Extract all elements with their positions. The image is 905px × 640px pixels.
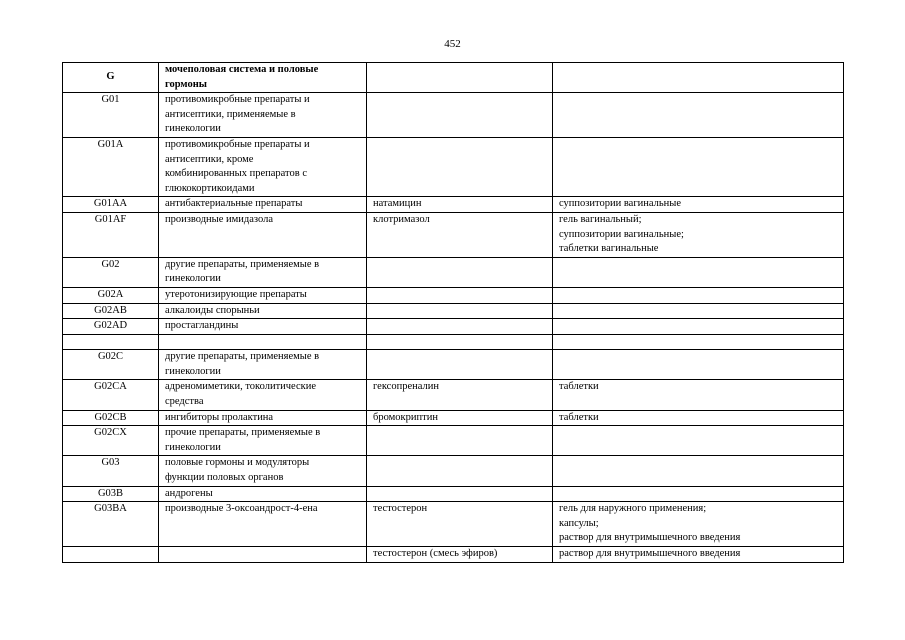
cell-line: средства	[165, 396, 204, 408]
dosage-form-cell	[553, 486, 844, 502]
cell-line: раствор для внутримышечного введения	[559, 548, 741, 559]
drug-name-cell	[367, 426, 553, 456]
cell-line: половые гормоны и модуляторы	[165, 457, 310, 469]
anatomical-group-cell	[159, 137, 367, 196]
drug-name-cell	[367, 410, 553, 426]
cell-line: клотримазол	[373, 213, 430, 225]
table-row	[63, 212, 844, 257]
anatomical-group-cell	[159, 212, 367, 257]
anatomical-group-cell	[159, 257, 367, 287]
cell-line: натамицин	[373, 198, 422, 210]
cell-line: гормоны	[165, 78, 207, 90]
anatomical-group-cell	[159, 502, 367, 547]
dosage-form-cell	[553, 456, 844, 486]
table-row	[63, 63, 844, 93]
anatomical-group-cell	[159, 486, 367, 502]
anatomical-group-cell	[159, 456, 367, 486]
anatomical-group-cell	[159, 334, 367, 350]
anatomical-group-cell	[159, 319, 367, 335]
drug-name-cell	[367, 350, 553, 380]
table-row	[63, 547, 844, 563]
dosage-form-cell	[553, 93, 844, 138]
cell-line: производные 3-оксоандрост-4-ена	[165, 503, 318, 515]
drug-name-cell	[367, 212, 553, 257]
anatomical-group-cell	[159, 303, 367, 319]
dosage-form-cell	[553, 547, 844, 563]
table-row	[63, 456, 844, 486]
cell-line: другие препараты, применяемые в	[165, 258, 320, 270]
drug-name-cell	[367, 287, 553, 303]
table-row	[63, 303, 844, 319]
dosage-form-cell	[553, 137, 844, 196]
atc-code-cell: G01A	[63, 137, 159, 196]
cell-line: антисептики, кроме	[165, 153, 254, 165]
drug-name-cell	[367, 63, 553, 93]
cell-line: комбинированных препаратов с	[165, 168, 308, 180]
cell-line: гель вагинальный;	[559, 213, 642, 225]
cell-line: тестостерон	[373, 503, 428, 515]
atc-code-cell: G01	[63, 93, 159, 138]
cell-line: капсулы;	[559, 517, 599, 529]
atc-code-cell: G02AB	[63, 303, 159, 319]
anatomical-group-cell	[159, 197, 367, 213]
anatomical-group-cell	[159, 93, 367, 138]
cell-line: прочие препараты, применяемые в	[165, 427, 321, 439]
dosage-form-cell	[553, 502, 844, 547]
cell-line: адреномиметики, токолитические	[165, 381, 317, 393]
dosage-form-cell	[553, 426, 844, 456]
cell-line: бромокриптин	[373, 411, 438, 423]
atc-code-cell	[63, 547, 159, 563]
drug-name-cell	[367, 547, 553, 563]
dosage-form-cell	[553, 257, 844, 287]
cell-line: антисептики, применяемые в	[165, 108, 296, 120]
table-row	[63, 350, 844, 380]
atc-code-cell: G	[63, 63, 159, 93]
atc-code-cell: G03B	[63, 486, 159, 502]
table-row	[63, 502, 844, 547]
dosage-form-cell	[553, 287, 844, 303]
cell-line: гинекологии	[165, 441, 221, 453]
atc-code-cell: G01AF	[63, 212, 159, 257]
dosage-form-cell	[553, 380, 844, 410]
drug-classification-table	[62, 62, 844, 563]
cell-line: раствор для внутримышечного введения	[559, 532, 741, 544]
cell-line: функции половых органов	[165, 472, 284, 484]
anatomical-group-cell	[159, 380, 367, 410]
drug-name-cell	[367, 137, 553, 196]
page-number: 452	[444, 38, 461, 50]
cell-line: тестостерон (смесь эфиров)	[373, 548, 498, 559]
cell-line: производные имидазола	[165, 213, 274, 225]
table-row	[63, 486, 844, 502]
atc-code-cell: G01AA	[63, 197, 159, 213]
atc-code-cell	[63, 334, 159, 350]
table-row	[63, 287, 844, 303]
atc-code-cell: G02A	[63, 287, 159, 303]
dosage-form-cell	[553, 410, 844, 426]
anatomical-group-cell	[159, 63, 367, 93]
dosage-form-cell	[553, 212, 844, 257]
cell-line: противомикробные препараты и	[165, 138, 310, 150]
drug-name-cell	[367, 380, 553, 410]
atc-code-cell: G03	[63, 456, 159, 486]
anatomical-group-cell	[159, 410, 367, 426]
drug-name-cell	[367, 197, 553, 213]
drug-name-cell	[367, 456, 553, 486]
cell-line: гель для наружного применения;	[559, 503, 707, 515]
atc-code-cell: G02C	[63, 350, 159, 380]
dosage-form-cell	[553, 63, 844, 93]
dosage-form-cell	[553, 303, 844, 319]
cell-line: простагландины	[165, 320, 239, 332]
cell-line: антибактериальные препараты	[165, 198, 303, 210]
cell-line: суппозитории вагинальные;	[559, 228, 684, 240]
drug-name-cell	[367, 93, 553, 138]
table-row	[63, 197, 844, 213]
anatomical-group-cell	[159, 426, 367, 456]
cell-line: гинекологии	[165, 365, 221, 377]
drug-name-cell	[367, 257, 553, 287]
cell-line: гинекологии	[165, 123, 221, 135]
cell-line: таблетки	[559, 411, 599, 423]
atc-code-cell: G03BA	[63, 502, 159, 547]
cell-line: ингибиторы пролактина	[165, 411, 274, 423]
dosage-form-cell	[553, 334, 844, 350]
table-row	[63, 319, 844, 335]
dosage-form-cell	[553, 197, 844, 213]
table-row	[63, 137, 844, 196]
anatomical-group-cell	[159, 287, 367, 303]
drug-name-cell	[367, 502, 553, 547]
drug-name-cell	[367, 486, 553, 502]
table-row	[63, 257, 844, 287]
cell-line: другие препараты, применяемые в	[165, 351, 320, 363]
anatomical-group-cell	[159, 350, 367, 380]
atc-code-cell: G02CA	[63, 380, 159, 410]
anatomical-group-cell	[159, 547, 367, 563]
atc-code-cell: G02CX	[63, 426, 159, 456]
table-row	[63, 334, 844, 350]
dosage-form-cell	[553, 319, 844, 335]
cell-line: суппозитории вагинальные	[559, 198, 681, 210]
cell-line: утеротонизирующие препараты	[165, 288, 307, 300]
cell-line: мочеполовая система и половые	[165, 64, 319, 75]
cell-line: гексопреналин	[373, 381, 439, 393]
cell-line: таблетки вагинальные	[559, 243, 659, 255]
cell-line: алкалоиды спорыньи	[165, 304, 260, 316]
table-row	[63, 380, 844, 410]
cell-line: гинекологии	[165, 273, 221, 285]
dosage-form-cell	[553, 350, 844, 380]
cell-line: противомикробные препараты и	[165, 94, 310, 106]
drug-name-cell	[367, 303, 553, 319]
atc-code-cell: G02AD	[63, 319, 159, 335]
cell-line: глюкокортикоидами	[165, 182, 255, 194]
atc-code-cell: G02	[63, 257, 159, 287]
table-row	[63, 410, 844, 426]
drug-name-cell	[367, 334, 553, 350]
cell-line: таблетки	[559, 381, 599, 393]
table-row	[63, 426, 844, 456]
table-body	[63, 63, 844, 563]
cell-line: андрогены	[165, 487, 213, 499]
table-row	[63, 93, 844, 138]
atc-code-cell: G02CB	[63, 410, 159, 426]
drug-name-cell	[367, 319, 553, 335]
